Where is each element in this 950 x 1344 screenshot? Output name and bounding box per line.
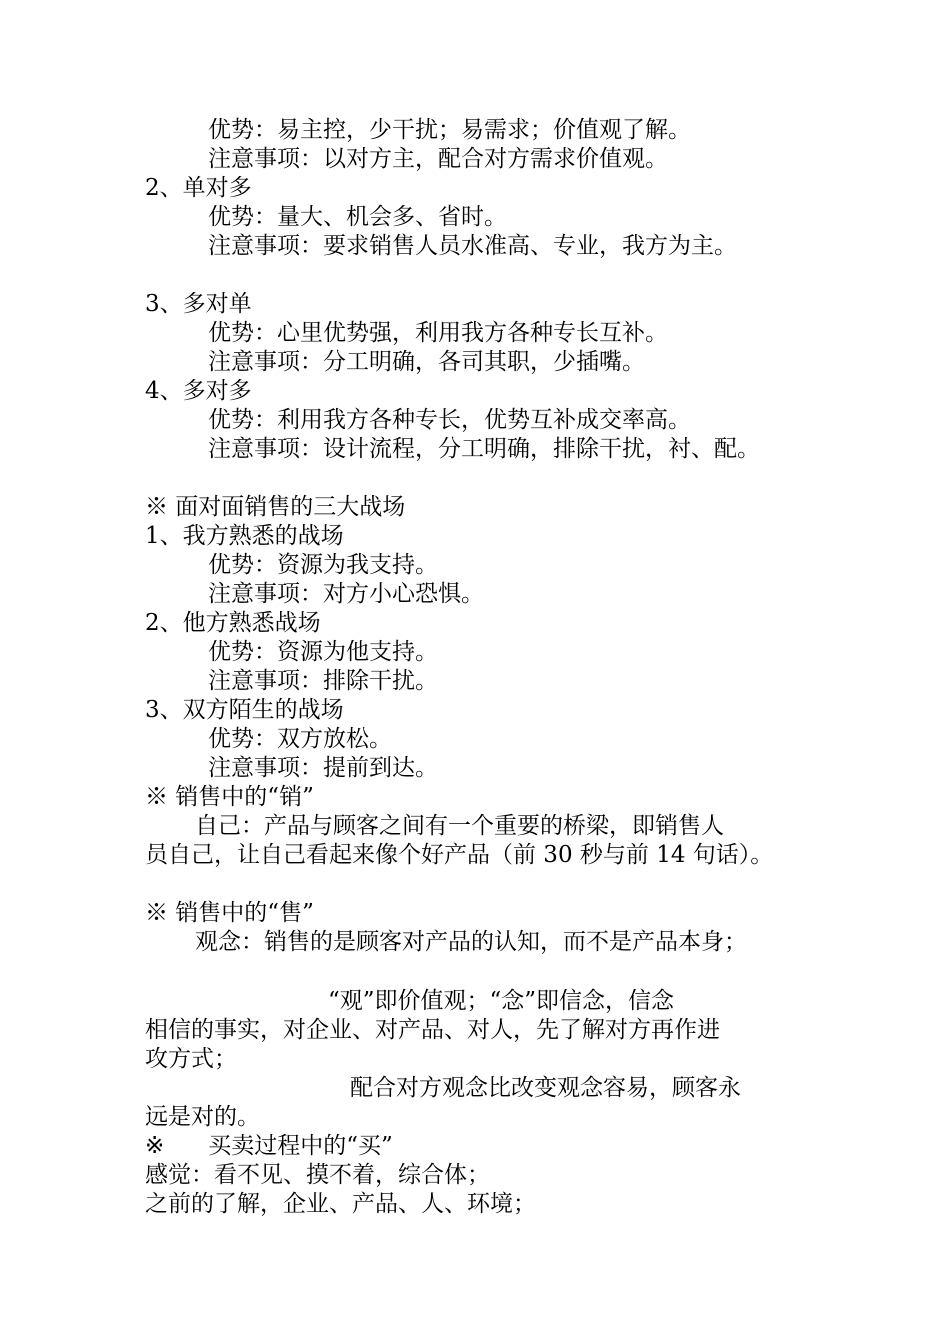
text-line: 优势：利用我方各种专长，优势互补成交率高。 bbox=[208, 407, 691, 433]
text-line: 观念：销售的是顾客对产品的认知，而不是产品本身； bbox=[195, 929, 747, 955]
text-line: 优势：资源为我支持。 bbox=[208, 552, 438, 578]
text-line: 注意事项：要求销售人员水准高、专业，我方为主。 bbox=[208, 233, 737, 259]
text-line: 1、我方熟悉的战场 bbox=[145, 523, 344, 549]
text-line bbox=[145, 1132, 393, 1161]
reference-mark: ※ bbox=[145, 1133, 165, 1159]
text-line: 配合对方观念比改变观念容易，顾客永 bbox=[350, 1075, 741, 1101]
text-line: 注意事项：以对方主，配合对方需求价值观。 bbox=[208, 146, 668, 172]
text-line: 注意事项：排除干扰。 bbox=[208, 668, 438, 694]
text-line: 注意事项：提前到达。 bbox=[208, 755, 438, 781]
text-line: 之前的了解，企业、产品、人、环境； bbox=[145, 1191, 536, 1217]
text-line: 优势：资源为他支持。 bbox=[208, 639, 438, 665]
text-line: 优势：双方放松。 bbox=[208, 726, 392, 752]
text-line: ※ 销售中的“销” bbox=[145, 784, 314, 810]
text-line: 2、他方熟悉战场 bbox=[145, 610, 321, 636]
text-line: “观”即价值观；“念”即信念，信念 bbox=[328, 988, 675, 1014]
text-line: 注意事项：分工明确，各司其职，少插嘴。 bbox=[208, 349, 645, 375]
text-line: 4、多对多 bbox=[145, 378, 252, 404]
text-line: 优势：心里优势强，利用我方各种专长互补。 bbox=[208, 320, 668, 346]
text-line: 注意事项：设计流程，分工明确，排除干扰，衬、配。 bbox=[208, 436, 760, 462]
text-line: 自己：产品与顾客之间有一个重要的桥梁，即销售人 bbox=[195, 813, 724, 839]
text-line: 3、双方陌生的战场 bbox=[145, 697, 344, 723]
text-line: 员自己，让自己看起来像个好产品（前 30 秒与前 14 句话）。 bbox=[145, 842, 774, 868]
text-line: ※ 面对面销售的三大战场 bbox=[145, 494, 406, 520]
text-line: 感觉：看不见、摸不着，综合体； bbox=[145, 1162, 490, 1188]
text-line: 远是对的。 bbox=[145, 1104, 260, 1130]
text-line: 优势：易主控，少干扰；易需求；价值观了解。 bbox=[208, 117, 691, 143]
text-line: 相信的事实，对企业、对产品、对人，先了解对方再作进 bbox=[145, 1017, 720, 1043]
text-line: ※ 销售中的“售” bbox=[145, 900, 314, 926]
text-line: 攻方式； bbox=[145, 1046, 237, 1072]
text-line: 2、单对多 bbox=[145, 175, 252, 201]
section-heading: 买卖过程中的“买” bbox=[208, 1133, 393, 1159]
text-line: 优势：量大、机会多、省时。 bbox=[208, 204, 507, 230]
text-line: 3、多对单 bbox=[145, 291, 252, 317]
text-line: 注意事项：对方小心恐惧。 bbox=[208, 581, 484, 607]
